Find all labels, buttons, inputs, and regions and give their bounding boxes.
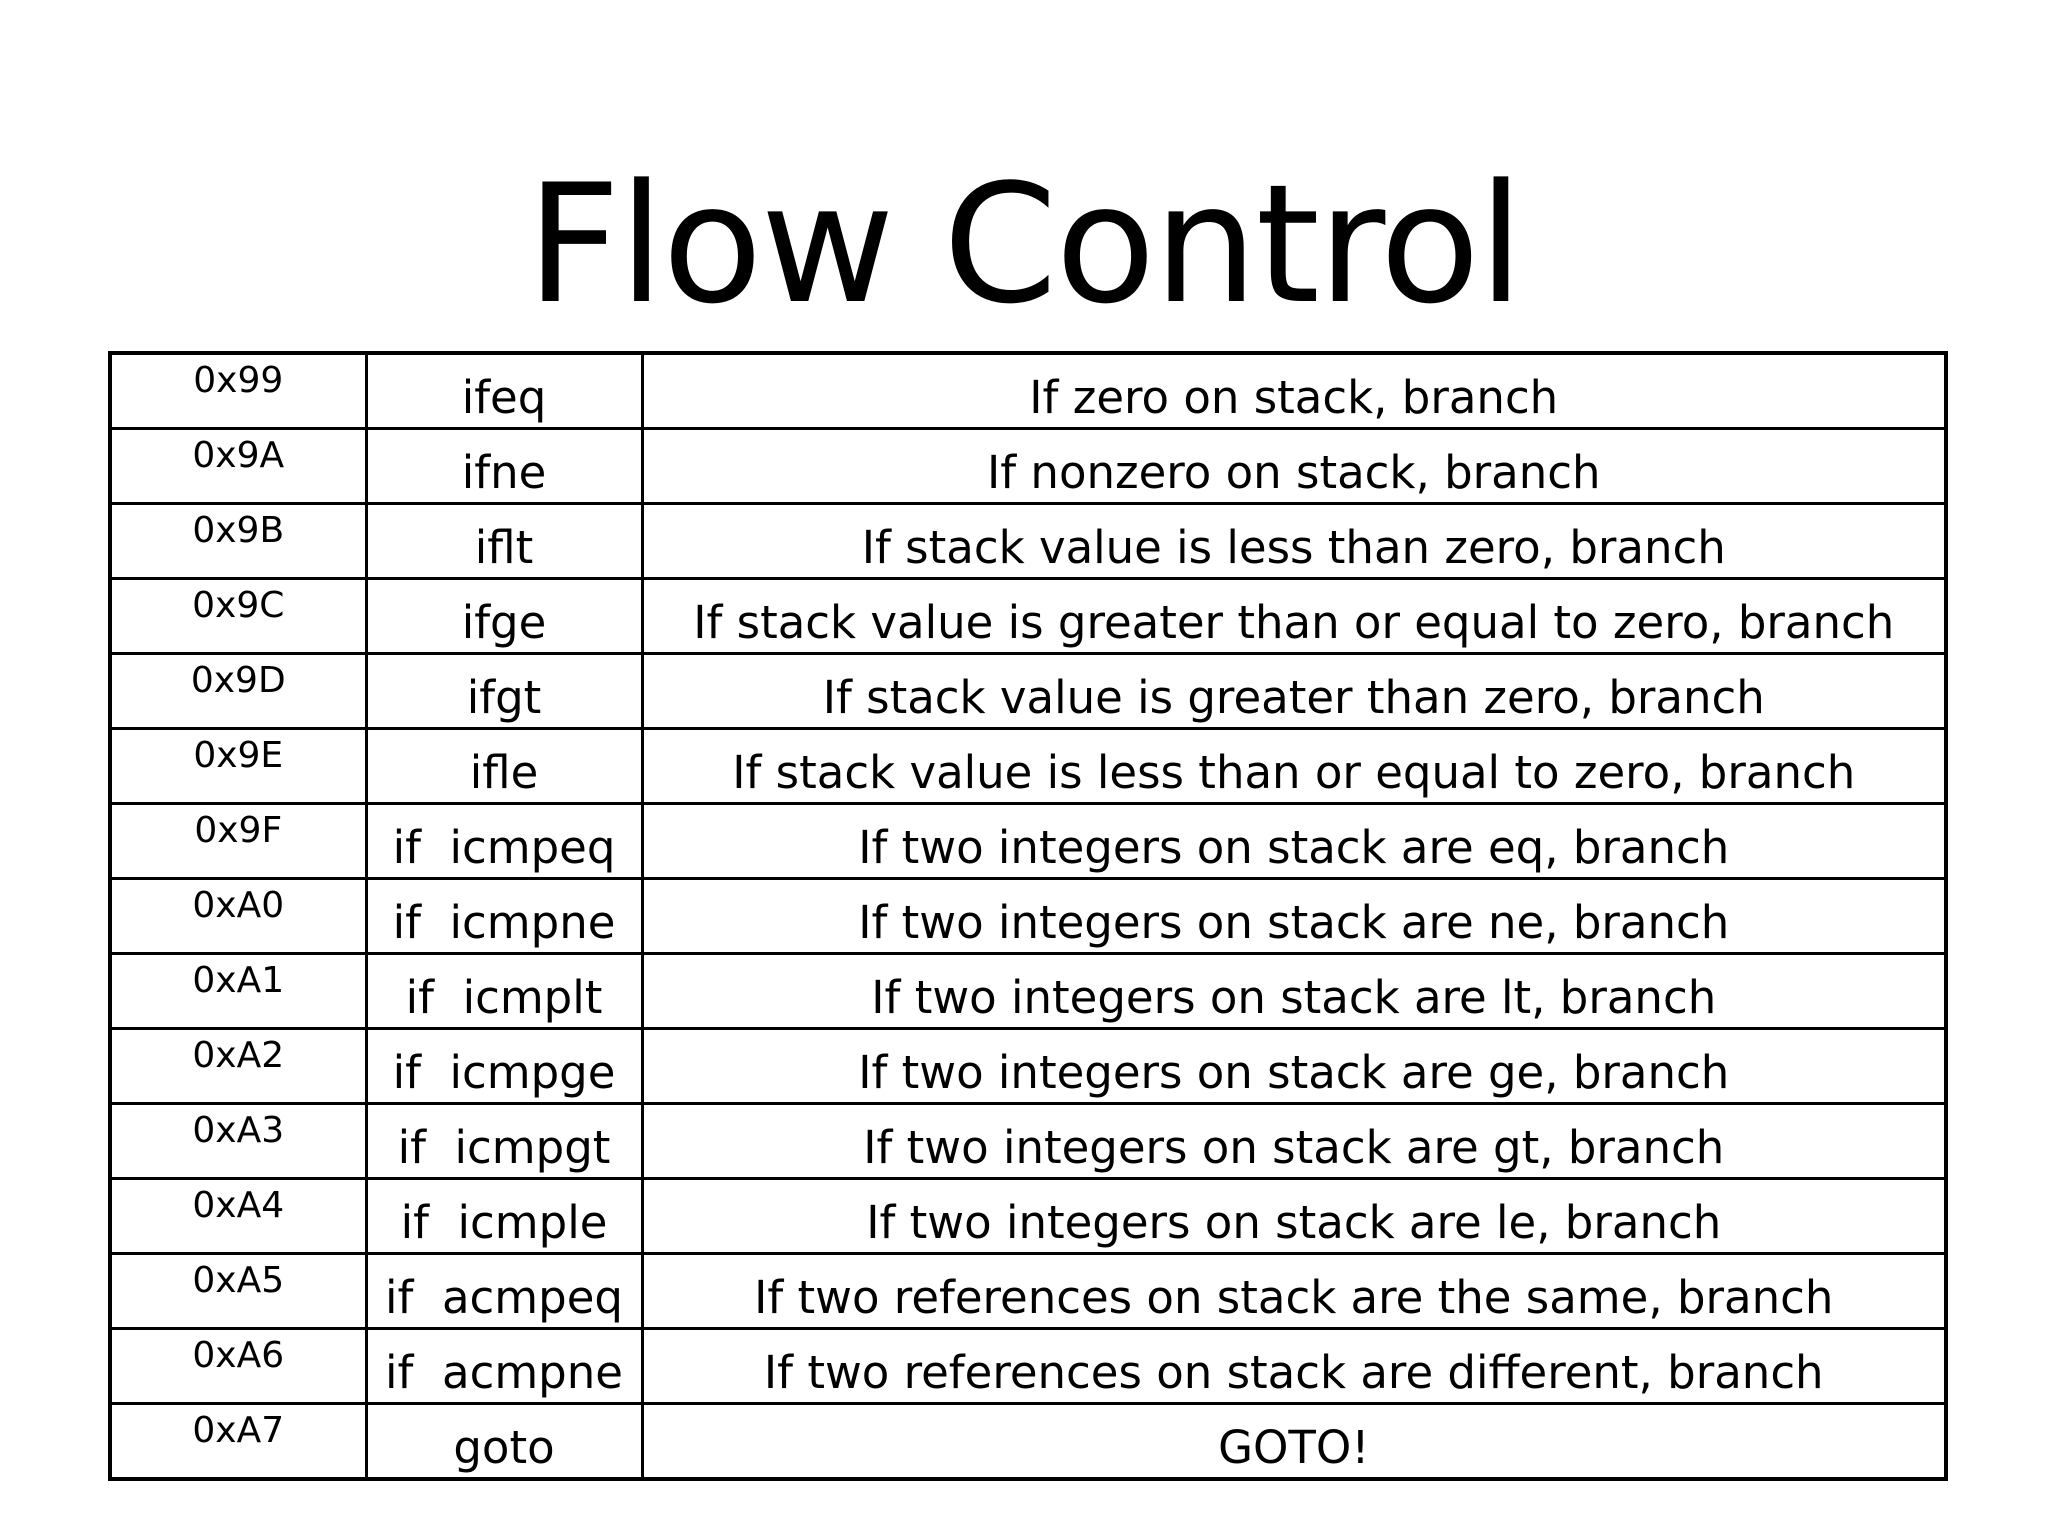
- table-row: [110, 1104, 1946, 1179]
- description-cell: If two integers on stack are le, branch: [642, 1179, 1946, 1254]
- opcode-cell: 0xA0: [110, 879, 366, 954]
- mnemonic-cell: if icmplt: [366, 954, 642, 1029]
- description-cell: If stack value is less than zero, branch: [642, 504, 1946, 579]
- description-cell: If two integers on stack are lt, branch: [642, 954, 1946, 1029]
- opcode-cell: 0xA5: [110, 1254, 366, 1329]
- table-row: [110, 729, 1946, 804]
- description-cell: If stack value is greater than or equal to zero, branch: [642, 579, 1946, 654]
- slide-title: Flow Control: [526, 149, 1522, 340]
- table-row: [110, 429, 1946, 504]
- mnemonic-cell: if icmpeq: [366, 804, 642, 879]
- description-cell: If two references on stack are the same, branch: [642, 1254, 1946, 1329]
- mnemonic-cell: ifge: [366, 579, 642, 654]
- opcode-cell: 0x9A: [110, 429, 366, 504]
- mnemonic-cell: ifne: [366, 429, 642, 504]
- mnemonic-cell: if icmpgt: [366, 1104, 642, 1179]
- opcode-cell: 0xA6: [110, 1329, 366, 1404]
- table-row: [110, 1179, 1946, 1254]
- mnemonic-cell: ifeq: [366, 353, 642, 429]
- table-row: [110, 504, 1946, 579]
- mnemonic-cell: ifle: [366, 729, 642, 804]
- mnemonic-cell: ifgt: [366, 654, 642, 729]
- opcode-cell: 0xA7: [110, 1404, 366, 1480]
- mnemonic-cell: if acmpne: [366, 1329, 642, 1404]
- opcode-cell: 0xA1: [110, 954, 366, 1029]
- opcode-cell: 0x99: [110, 353, 366, 429]
- table-row: [110, 353, 1946, 429]
- table-row: [110, 954, 1946, 1029]
- description-cell: If zero on stack, branch: [642, 353, 1946, 429]
- mnemonic-cell: if icmpge: [366, 1029, 642, 1104]
- table-row: [110, 804, 1946, 879]
- table-row: [110, 1404, 1946, 1480]
- description-cell: If two integers on stack are ge, branch: [642, 1029, 1946, 1104]
- mnemonic-cell: if icmpne: [366, 879, 642, 954]
- opcode-cell: 0xA2: [110, 1029, 366, 1104]
- opcode-cell: 0xA4: [110, 1179, 366, 1254]
- description-cell: GOTO!: [642, 1404, 1946, 1480]
- table-row: [110, 879, 1946, 954]
- opcode-cell: 0x9D: [110, 654, 366, 729]
- description-cell: If two integers on stack are ne, branch: [642, 879, 1946, 954]
- mnemonic-cell: if icmple: [366, 1179, 642, 1254]
- mnemonic-cell: if acmpeq: [366, 1254, 642, 1329]
- mnemonic-cell: iflt: [366, 504, 642, 579]
- table-row: [110, 1254, 1946, 1329]
- table-row: [110, 654, 1946, 729]
- opcode-cell: 0x9B: [110, 504, 366, 579]
- mnemonic-cell: goto: [366, 1404, 642, 1480]
- description-cell: If two references on stack are different, branch: [642, 1329, 1946, 1404]
- description-cell: If stack value is less than or equal to zero, branch: [642, 729, 1946, 804]
- table-row: [110, 1329, 1946, 1404]
- opcode-table-body: [110, 353, 1946, 1479]
- description-cell: If two integers on stack are gt, branch: [642, 1104, 1946, 1179]
- opcode-cell: 0x9F: [110, 804, 366, 879]
- opcode-table: [108, 351, 1948, 1481]
- description-cell: If stack value is greater than zero, branch: [642, 654, 1946, 729]
- table-row: [110, 579, 1946, 654]
- table-row: [110, 1029, 1946, 1104]
- description-cell: If two integers on stack are eq, branch: [642, 804, 1946, 879]
- opcode-cell: 0x9E: [110, 729, 366, 804]
- opcode-cell: 0xA3: [110, 1104, 366, 1179]
- opcode-cell: 0x9C: [110, 579, 366, 654]
- description-cell: If nonzero on stack, branch: [642, 429, 1946, 504]
